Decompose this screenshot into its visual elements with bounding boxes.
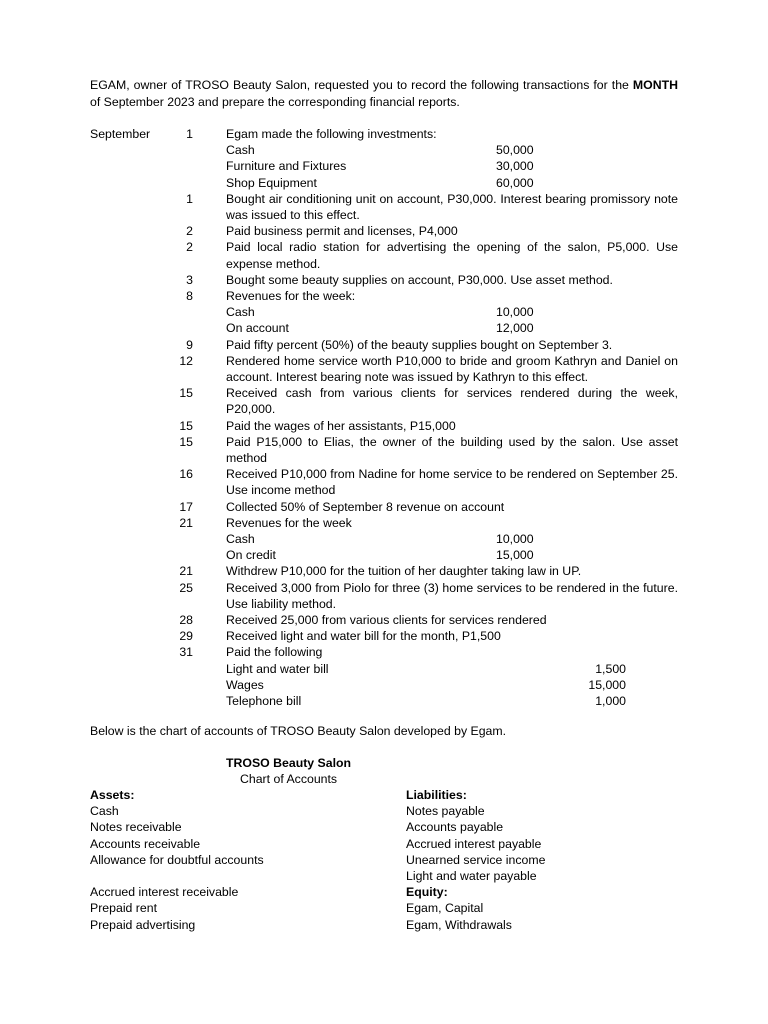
transaction-desc: Received light and water bill for the month, P1,500 (226, 629, 501, 644)
transaction-subitem (226, 158, 678, 174)
transaction-desc: Received 25,000 from various clients for services rendered (226, 612, 547, 627)
month-label: September (90, 127, 151, 141)
subitem-amount: 15,000 (588, 677, 626, 692)
subitem-amount: 1,500 (595, 661, 626, 676)
transaction-day: 17 (179, 499, 193, 514)
account-item: Egam, Capital (406, 901, 484, 916)
transaction-subitem (226, 693, 678, 709)
transaction-day: 31 (179, 645, 193, 660)
transaction-row (90, 288, 678, 304)
transaction-row (90, 353, 678, 385)
transaction-desc: Received P10,000 from Nadine for home service to be rendered on September 25. Use income method (226, 467, 678, 498)
equity-header: Equity: (406, 885, 448, 900)
intro-text-start: EGAM, owner of TROSO Beauty Salon, requested you to record the following transactions for the (90, 78, 633, 92)
transaction-day: 21 (179, 515, 193, 530)
transaction-row (90, 612, 678, 628)
subitem-amount: 60,000 (496, 175, 534, 190)
coa-title: TROSO Beauty Salon (226, 756, 352, 770)
transaction-row (90, 223, 678, 239)
assets-header: Assets: (90, 788, 135, 802)
transaction-row (90, 563, 678, 579)
transaction-day: 15 (179, 434, 193, 449)
subitem-label: Cash (226, 305, 255, 320)
transaction-subitem (226, 661, 678, 677)
transaction-row (90, 385, 678, 417)
liabilities-header: Liabilities: (406, 788, 467, 802)
transaction-subitem (226, 175, 678, 191)
transaction-row (90, 126, 678, 142)
subitem-label: On account (226, 321, 289, 336)
transaction-desc: Bought some beauty supplies on account, P30,000. Use asset method. (226, 272, 613, 287)
transaction-day: 3 (186, 272, 193, 287)
subitem-label: Telephone bill (226, 693, 302, 708)
account-item: Light and water payable (406, 869, 537, 884)
coa-subtitle: Chart of Accounts (240, 772, 338, 786)
transaction-day: 8 (186, 288, 193, 303)
transaction-row (90, 499, 678, 515)
transaction-day: 2 (186, 224, 193, 239)
transaction-desc: Paid business permit and licenses, P4,000 (226, 224, 458, 239)
transaction-desc: Revenues for the week (226, 515, 352, 530)
transaction-row (90, 580, 678, 612)
account-item: Unearned service income (406, 852, 546, 867)
transaction-row (90, 239, 678, 271)
transaction-row (90, 337, 678, 353)
transaction-day: 15 (179, 386, 193, 401)
transaction-subitem (226, 677, 678, 693)
transaction-row (90, 466, 678, 498)
transaction-row (90, 418, 678, 434)
account-item: Accrued interest receivable (90, 885, 239, 900)
transaction-day: 16 (179, 467, 193, 482)
subitem-amount: 1,000 (595, 693, 626, 708)
transaction-subitem (226, 547, 678, 563)
account-item: Egam, Withdrawals (406, 917, 512, 932)
subitem-amount: 12,000 (496, 321, 534, 336)
transaction-day: 9 (186, 337, 193, 352)
account-item: Notes payable (406, 804, 485, 819)
intro-text-end: of September 2023 and prepare the corresponding financial reports. (90, 94, 460, 109)
transaction-row (90, 191, 678, 223)
account-item: Accounts receivable (90, 836, 201, 851)
subitem-amount: 15,000 (496, 548, 534, 563)
transaction-desc: Paid local radio station for advertising the opening of the salon, P5,000. Use expense method. (226, 240, 678, 271)
transaction-day: 15 (179, 418, 193, 433)
subitem-label: Furniture and Fixtures (226, 159, 347, 174)
transaction-desc: Received 3,000 from Piolo for three (3) home services to be rendered in the future. Use liability method. (226, 580, 678, 611)
intro-paragraph (90, 77, 678, 110)
transaction-desc: Egam made the following investments: (226, 127, 437, 141)
subitem-label: Cash (226, 143, 255, 158)
subitem-amount: 50,000 (496, 143, 534, 158)
account-item: Accrued interest payable (406, 836, 542, 851)
transaction-list (90, 126, 678, 709)
transaction-subitem (226, 320, 678, 336)
transaction-row (90, 515, 678, 531)
subitem-amount: 10,000 (496, 532, 534, 546)
account-item: Prepaid rent (90, 901, 157, 916)
subitem-label: Shop Equipment (226, 175, 317, 190)
intro-bold-word: MONTH (632, 78, 678, 92)
transaction-row (90, 434, 678, 466)
transaction-subitem (226, 304, 678, 320)
account-item: Notes receivable (90, 820, 182, 835)
transaction-subitem (226, 142, 678, 158)
subitem-amount: 30,000 (496, 159, 534, 174)
transaction-row (90, 644, 678, 660)
transaction-desc: Paid fifty percent (50%) of the beauty supplies bought on September 3. (226, 337, 613, 352)
transaction-desc: Paid the wages of her assistants, P15,000 (226, 418, 456, 433)
transaction-subitem (226, 531, 678, 547)
assets-column (90, 787, 390, 933)
liabilities-equity-column (406, 787, 706, 933)
transaction-day: 25 (179, 580, 193, 595)
transaction-desc: Revenues for the week: (226, 288, 356, 303)
transaction-desc: Bought air conditioning unit on account, P30,000. Interest bearing promissory note was issued to this effect. (226, 191, 678, 222)
transaction-day: 21 (179, 564, 193, 579)
chart-intro-text: Below is the chart of accounts of TROSO Beauty Salon developed by Egam. (90, 724, 507, 738)
transaction-day: 2 (186, 240, 193, 255)
account-item: Prepaid advertising (90, 917, 196, 932)
transaction-day: 1 (186, 191, 193, 206)
transaction-desc: Received cash from various clients for services rendered during the week, P20,000. (226, 386, 678, 417)
subitem-label: Cash (226, 532, 255, 546)
subitem-label: On credit (226, 548, 276, 563)
transaction-desc: Paid P15,000 to Elias, the owner of the building used by the salon. Use asset method (226, 434, 678, 465)
transaction-day: 29 (179, 629, 193, 644)
account-item: Allowance for doubtful accounts (90, 852, 264, 867)
transaction-day: 1 (186, 127, 193, 141)
account-item: Cash (90, 804, 119, 819)
transaction-desc: Paid the following (226, 645, 323, 660)
transaction-day: 12 (179, 353, 193, 368)
subitem-label: Light and water bill (226, 661, 329, 676)
subitem-amount: 10,000 (496, 305, 534, 320)
spacer (90, 868, 390, 884)
transaction-row (90, 272, 678, 288)
transaction-row (90, 628, 678, 644)
transaction-desc: Rendered home service worth P10,000 to bride and groom Kathryn and Daniel on account. Interest bearing note was issued by Kathryn to this effect. (226, 353, 678, 384)
transaction-desc: Collected 50% of September 8 revenue on account (226, 499, 505, 514)
account-item: Accounts payable (406, 820, 504, 835)
transaction-day: 28 (179, 612, 193, 627)
transaction-desc: Withdrew P10,000 for the tuition of her daughter taking law in UP. (226, 564, 582, 579)
subitem-label: Wages (226, 677, 264, 692)
